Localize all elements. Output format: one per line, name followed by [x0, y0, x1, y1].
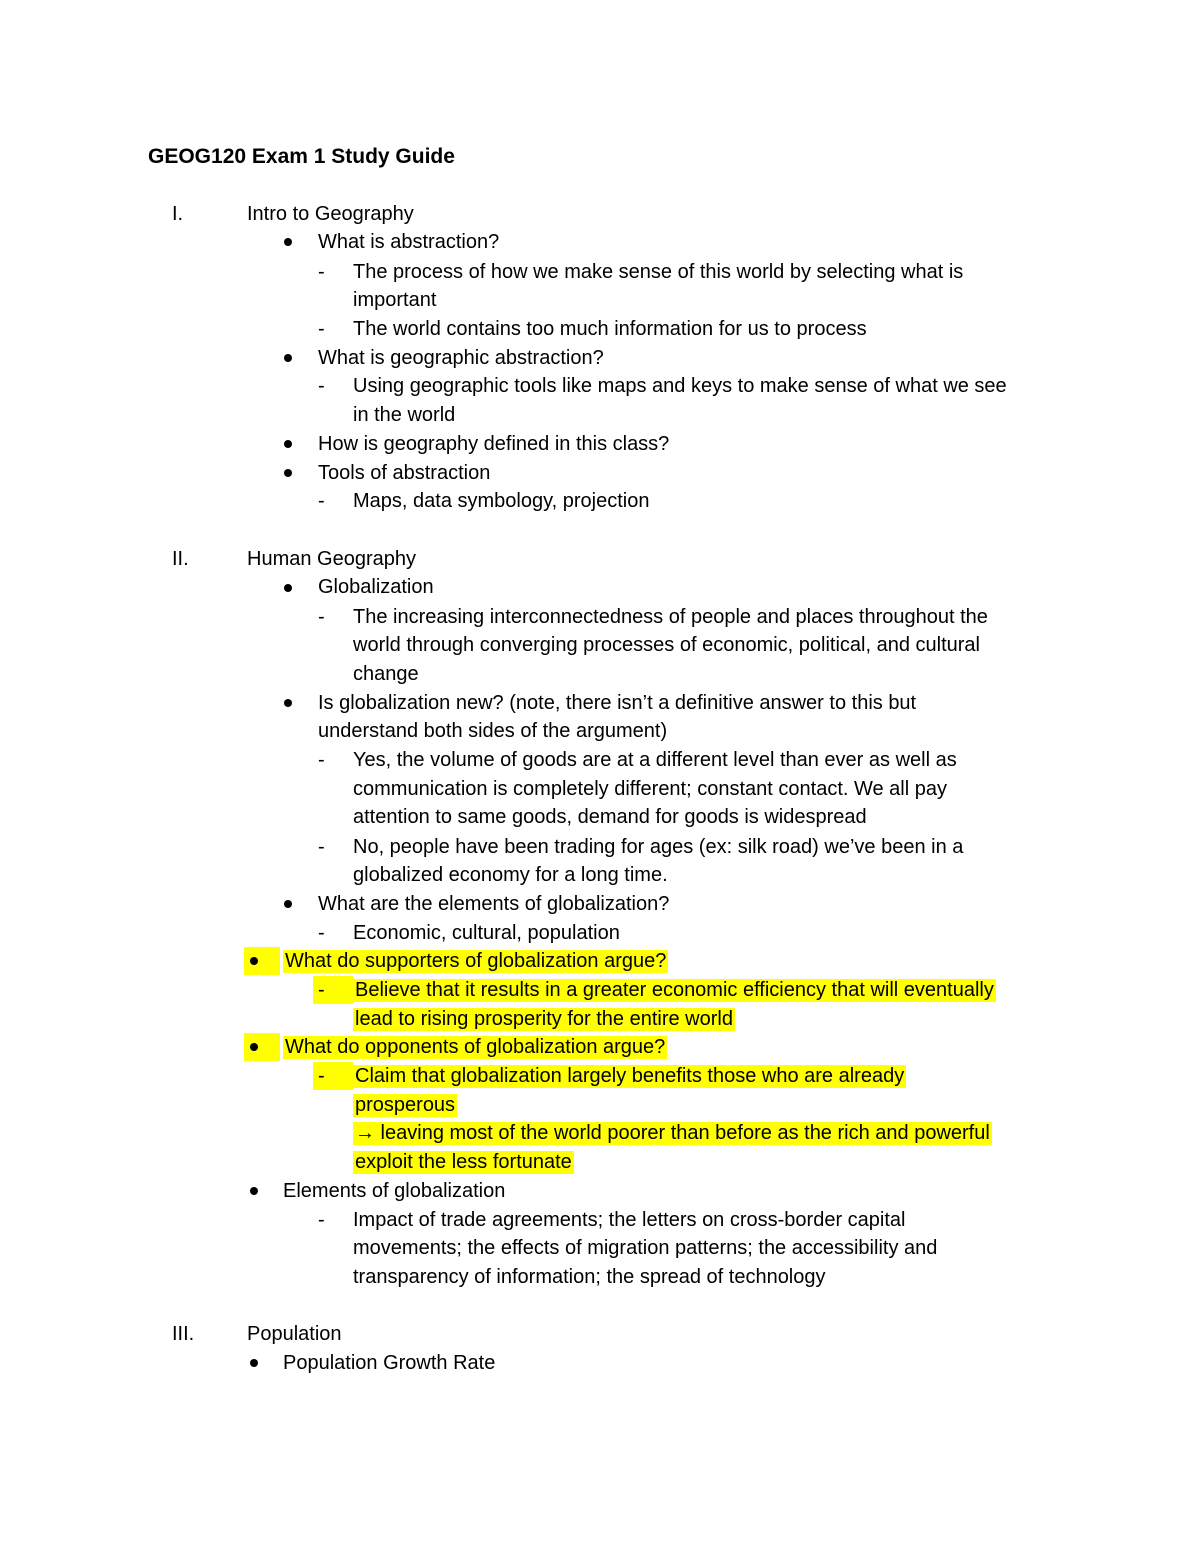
section-numeral: III.	[172, 1323, 195, 1345]
answer-line: The increasing interconnectedness of people and places throughout the	[353, 606, 988, 628]
answer-line: The world contains too much information for us to process	[353, 318, 867, 340]
answer-line: No, people have been trading for ages (ex: silk road) we’ve been in a	[353, 836, 964, 858]
answer-line: in the world	[353, 404, 456, 426]
bullet-icon	[250, 957, 258, 965]
bullet-icon	[284, 354, 292, 362]
answer-line: communication is completely different; constant contact. We all pay	[353, 778, 947, 800]
dash-icon: -	[318, 1065, 325, 1087]
answer-line: attention to same goods, demand for goods is widespread	[353, 806, 867, 828]
bullet-icon	[284, 238, 292, 246]
answer-line: Yes, the volume of goods are at a different level than ever as well as	[353, 749, 957, 771]
dash-icon: -	[318, 922, 325, 944]
section-heading: Intro to Geography	[247, 203, 414, 225]
question-text: Globalization	[318, 576, 434, 598]
dash-icon: -	[318, 261, 325, 283]
page-title: GEOG120 Exam 1 Study Guide	[148, 145, 455, 168]
answer-line: Economic, cultural, population	[353, 922, 620, 944]
question-text: What is geographic abstraction?	[318, 347, 604, 369]
question-text: Tools of abstraction	[318, 462, 491, 484]
answer-line: important	[353, 289, 437, 311]
answer-line: prosperous	[355, 1094, 456, 1116]
bullet-icon	[284, 699, 292, 707]
answer-line: Believe that it results in a greater economic efficiency that will eventually	[355, 979, 994, 1001]
question-text: understand both sides of the argument)	[318, 720, 668, 742]
answer-line: The process of how we make sense of this world by selecting what is	[353, 261, 964, 283]
bullet-icon	[284, 469, 292, 477]
answer-line: Maps, data symbology, projection	[353, 490, 650, 512]
dash-icon: -	[318, 836, 325, 858]
section-heading: Population	[247, 1323, 342, 1345]
section-numeral: II.	[172, 548, 189, 570]
question-text: What do opponents of globalization argue?	[285, 1036, 666, 1058]
answer-line: change	[353, 663, 419, 685]
question-text: Elements of globalization	[283, 1180, 506, 1202]
dash-icon: -	[318, 490, 325, 512]
bullet-icon	[250, 1043, 258, 1051]
bullet-icon	[250, 1359, 258, 1367]
section-numeral: I.	[172, 203, 184, 225]
dash-icon: -	[318, 979, 325, 1001]
answer-line: Claim that globalization largely benefits those who are already	[355, 1065, 905, 1087]
dash-icon: -	[318, 749, 325, 771]
answer-line: → leaving most of the world poorer than before as the rich and powerful	[355, 1122, 990, 1144]
answer-line: transparency of information; the spread of technology	[353, 1266, 826, 1288]
answer-line: movements; the effects of migration patterns; the accessibility and	[353, 1237, 938, 1259]
answer-line: Impact of trade agreements; the letters on cross-border capital	[353, 1209, 906, 1231]
answer-line: world through converging processes of economic, political, and cultural	[353, 634, 981, 656]
answer-line: exploit the less fortunate	[355, 1151, 572, 1173]
bullet-icon	[284, 440, 292, 448]
answer-line: lead to rising prosperity for the entire world	[355, 1008, 733, 1030]
question-text: Population Growth Rate	[283, 1352, 496, 1374]
question-text: Is globalization new? (note, there isn’t a definitive answer to this but	[318, 692, 917, 714]
bullet-icon	[250, 1187, 258, 1195]
bullet-icon	[284, 900, 292, 908]
answer-line: Using geographic tools like maps and keys to make sense of what we see	[353, 375, 1007, 397]
question-text: What is abstraction?	[318, 231, 500, 253]
dash-icon: -	[318, 606, 325, 628]
question-text: How is geography defined in this class?	[318, 433, 670, 455]
answer-line: globalized economy for a long time.	[353, 864, 668, 886]
question-text: What are the elements of globalization?	[318, 893, 670, 915]
section-heading: Human Geography	[247, 548, 416, 570]
dash-icon: -	[318, 318, 325, 340]
question-text: What do supporters of globalization argue?	[285, 950, 667, 972]
dash-icon: -	[318, 1209, 325, 1231]
bullet-icon	[284, 584, 292, 592]
dash-icon: -	[318, 375, 325, 397]
